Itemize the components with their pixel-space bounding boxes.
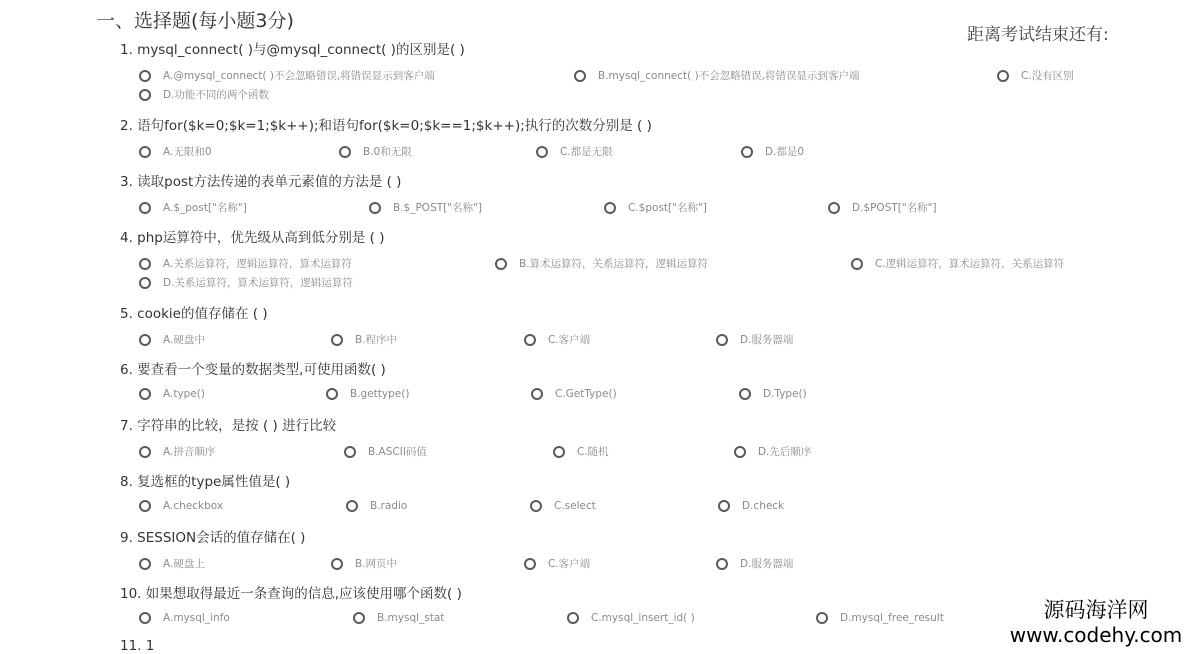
question-3-option-a[interactable] (139, 200, 247, 215)
option-label: A.@mysql_connect( )不会忽略错误,将错误显示到客户端 (163, 70, 435, 82)
question-5-text: 5. cookie的值存储在 ( ) (120, 306, 268, 322)
radio-button[interactable] (344, 446, 356, 458)
radio-button[interactable] (139, 612, 151, 624)
question-1-option-a[interactable] (139, 68, 435, 83)
option-label: D.服务器端 (740, 334, 794, 346)
option-label: B.mysql_stat (377, 612, 445, 624)
radio-button[interactable] (530, 500, 542, 512)
question-8-option-b[interactable] (346, 500, 407, 512)
option-label: D.先后顺序 (758, 446, 812, 458)
option-label: C.客户端 (548, 334, 591, 346)
option-label: A.checkbox (163, 500, 224, 512)
option-label: B.程序中 (355, 334, 398, 346)
option-label: A.mysql_info (163, 612, 230, 624)
question-1-option-b[interactable] (574, 68, 860, 83)
question-1-option-d[interactable] (139, 87, 269, 102)
question-9-option-b[interactable] (331, 556, 397, 571)
option-label: B.radio (370, 500, 408, 512)
question-10-option-b[interactable] (353, 612, 444, 624)
option-label: C.没有区别 (1021, 70, 1074, 82)
question-7-option-a[interactable] (139, 444, 215, 459)
option-label: B.mysql_connect( )不会忽略错误,将错误显示到客户端 (598, 70, 860, 82)
option-label: A.拼音顺序 (163, 446, 216, 458)
option-label: C.GetType() (555, 388, 617, 400)
question-2-option-d[interactable] (741, 144, 804, 159)
option-label: A.硬盘上 (163, 558, 205, 570)
question-6-option-a[interactable] (139, 388, 205, 400)
radio-button[interactable] (716, 334, 728, 346)
radio-button[interactable] (331, 334, 343, 346)
question-5-option-c[interactable] (524, 332, 590, 347)
radio-button[interactable] (553, 446, 565, 458)
question-2-option-c[interactable] (536, 144, 613, 159)
question-4-option-b[interactable] (495, 256, 708, 271)
question-9-option-c[interactable] (524, 556, 590, 571)
option-label: D.check (742, 500, 785, 512)
question-10-option-a[interactable] (139, 612, 230, 624)
question-11-text: 11. 1 (120, 638, 155, 654)
radio-button[interactable] (353, 612, 365, 624)
option-label: D.mysql_free_result (840, 612, 944, 624)
option-label: D.服务器端 (740, 558, 794, 570)
radio-button[interactable] (524, 558, 536, 570)
option-label: C.mysql_insert_id( ) (591, 612, 695, 624)
question-4-option-c[interactable] (851, 256, 1064, 271)
question-5-option-d[interactable] (716, 332, 793, 347)
radio-button[interactable] (346, 500, 358, 512)
option-label: A.无限和0 (163, 146, 212, 158)
question-1-text: 1. mysql_connect( )与@mysql_connect( )的区别是( ) (120, 42, 465, 58)
question-9-option-d[interactable] (716, 556, 793, 571)
question-3-option-c[interactable] (604, 200, 707, 215)
question-7-option-c[interactable] (553, 444, 609, 459)
question-6-option-c[interactable] (531, 388, 617, 400)
option-label: C.随机 (577, 446, 609, 458)
option-label: D.都是0 (765, 146, 805, 158)
radio-button[interactable] (741, 146, 753, 158)
radio-button[interactable] (139, 334, 151, 346)
question-7-text: 7. 字符串的比较，是按 ( ) 进行比较 (120, 418, 337, 434)
radio-button[interactable] (331, 558, 343, 570)
question-10-option-d[interactable] (816, 612, 944, 624)
radio-button[interactable] (734, 446, 746, 458)
watermark-title: 源码海洋网 (1043, 598, 1149, 622)
section-title: 一、选择题(每小题3分) (96, 10, 294, 32)
question-8-option-c[interactable] (530, 500, 596, 512)
question-10-option-c[interactable] (567, 612, 695, 624)
question-7-option-d[interactable] (734, 444, 811, 459)
radio-button[interactable] (531, 388, 543, 400)
question-3-option-b[interactable] (369, 200, 482, 215)
option-label: A.type() (163, 388, 205, 400)
exam-timer-label: 距离考试结束还有: (967, 25, 1109, 45)
radio-button[interactable] (139, 558, 151, 570)
option-label: D.功能不同的两个函数 (163, 89, 269, 101)
watermark-url: www.codehy.com (1009, 623, 1183, 647)
option-label: B.gettype() (350, 388, 410, 400)
question-5-option-a[interactable] (139, 332, 205, 347)
radio-button[interactable] (574, 70, 586, 82)
radio-button[interactable] (716, 558, 728, 570)
radio-button[interactable] (139, 277, 151, 289)
question-8-text: 8. 复选框的type属性值是( ) (120, 474, 291, 490)
watermark (992, 598, 1200, 647)
option-label: B.$_POST["名称"] (393, 202, 482, 214)
option-label: D.$POST["名称"] (852, 202, 937, 214)
question-8-option-d[interactable] (718, 500, 784, 512)
option-label: C.逻辑运算符，算术运算符，关系运算符 (875, 258, 1065, 270)
question-9-option-a[interactable] (139, 556, 205, 571)
radio-button[interactable] (739, 388, 751, 400)
option-label: C.客户端 (548, 558, 591, 570)
option-label: B.算术运算符，关系运算符，逻辑运算符 (519, 258, 709, 270)
question-5-option-b[interactable] (331, 332, 397, 347)
radio-button[interactable] (604, 202, 616, 214)
option-label: A.关系运算符，逻辑运算符，算术运算符 (163, 258, 352, 270)
question-2-text: 2. 语句for($k=0;$k=1;$k++);和语句for($k=0;$k==1;$k++);执行的次数分别是 ( ) (120, 118, 652, 134)
question-4-text: 4. php运算符中，优先级从高到低分别是 ( ) (120, 230, 385, 246)
option-label: A.$_post["名称"] (163, 202, 247, 214)
question-8-option-a[interactable] (139, 500, 223, 512)
radio-button[interactable] (997, 70, 1009, 82)
radio-button[interactable] (139, 202, 151, 214)
option-label: A.硬盘中 (163, 334, 205, 346)
radio-button[interactable] (139, 500, 151, 512)
question-6-option-d[interactable] (739, 388, 807, 400)
question-6-text: 6. 要查看一个变量的数据类型,可使用函数( ) (120, 362, 386, 378)
radio-button[interactable] (139, 258, 151, 270)
radio-button[interactable] (816, 612, 828, 624)
option-label: B.ASCII码值 (368, 446, 427, 458)
option-label: B.0和无限 (363, 146, 412, 158)
option-label: C.select (554, 500, 596, 512)
radio-button[interactable] (567, 612, 579, 624)
radio-button[interactable] (524, 334, 536, 346)
radio-button[interactable] (828, 202, 840, 214)
radio-button[interactable] (718, 500, 730, 512)
question-1-option-c[interactable] (997, 68, 1074, 83)
radio-button[interactable] (851, 258, 863, 270)
option-label: B.网页中 (355, 558, 398, 570)
radio-button[interactable] (139, 70, 151, 82)
radio-button[interactable] (139, 146, 151, 158)
radio-button[interactable] (139, 446, 151, 458)
option-label: C.$post["名称"] (628, 202, 707, 214)
question-10-text: 10. 如果想取得最近一条查询的信息,应该使用哪个函数( ) (120, 586, 462, 602)
option-label: D.Type() (763, 388, 807, 400)
radio-button[interactable] (139, 388, 151, 400)
question-4-option-d[interactable] (139, 275, 353, 290)
question-3-option-d[interactable] (828, 200, 937, 215)
option-label: C.都是无限 (560, 146, 613, 158)
question-9-text: 9. SESSION会话的值存储在( ) (120, 530, 306, 546)
question-6-option-b[interactable] (326, 388, 409, 400)
radio-button[interactable] (369, 202, 381, 214)
radio-button[interactable] (495, 258, 507, 270)
radio-button[interactable] (326, 388, 338, 400)
radio-button[interactable] (139, 89, 151, 101)
radio-button[interactable] (339, 146, 351, 158)
question-2-option-b[interactable] (339, 144, 412, 159)
option-label: D.关系运算符，算术运算符，逻辑运算符 (163, 277, 353, 289)
question-4-option-a[interactable] (139, 256, 352, 271)
question-3-text: 3. 读取post方法传递的表单元素值的方法是 ( ) (120, 174, 402, 190)
radio-button[interactable] (536, 146, 548, 158)
question-7-option-b[interactable] (344, 444, 427, 459)
question-2-option-a[interactable] (139, 144, 212, 159)
